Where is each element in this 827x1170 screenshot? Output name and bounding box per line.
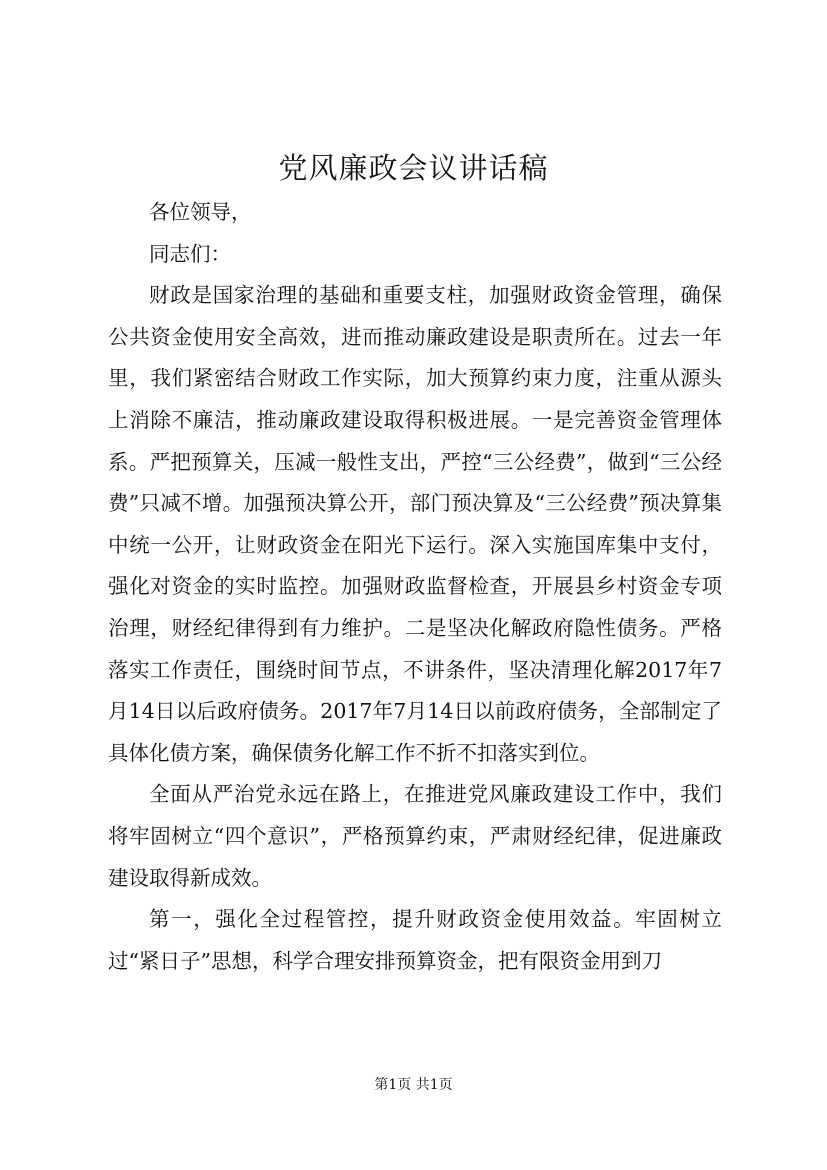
body-paragraph: 财政是国家治理的基础和重要支柱，加强财政资金管理，确保公共资金使用安全高效，进而推动廉政建设是职责所在。过去一年里，我们紧密结合财政工作实际，加大预算约束力度，注重从源头上消除不廉洁，推动廉政建设取得积极进展。一是完善资金管理体系。严把预算关，压减一般性支出，严控“三公经费”，做到“三公经费”只减不增。加强预决算公开，部门预决算及“三公经费”预决算集中统一公开，让财政资金在阳光下运行。深入实施国库集中支付，强化对资金的实时监控。加强财政监督检查，开展县乡村资金专项治理，财经纪律得到有力维护。二是坚决化解政府隐性债务。严格落实工作责任，围绕时间节点，不讲条件，坚决清理化解2017年7月14日以后政府债务。2017年7月14日以前政府债务，全部制定了具体化债方案，确保债务化解工作不折不扣落实到位。 <box>108 283 722 765</box>
salutation-leaders: 各位领导， <box>149 200 252 224</box>
body-paragraph: 全面从严治党永远在路上，在推进党风廉政建设工作中，我们将牢固树立“四个意识”，严格预算约束，严肃财经纪律，促进廉政建设取得新成效。 <box>108 782 722 890</box>
document-title: 党风廉政会议讲话稿 <box>278 151 549 185</box>
body-paragraph: 第一，强化全过程管控，提升财政资金使用效益。牢固树立过“紧日子”思想，科学合理安排预算资金，把有限资金用到刀 <box>108 907 722 973</box>
page-footer: 第1页 共1页 <box>374 1077 453 1093</box>
salutation-comrades: 同志们： <box>149 241 231 266</box>
document-body <box>108 192 722 982</box>
